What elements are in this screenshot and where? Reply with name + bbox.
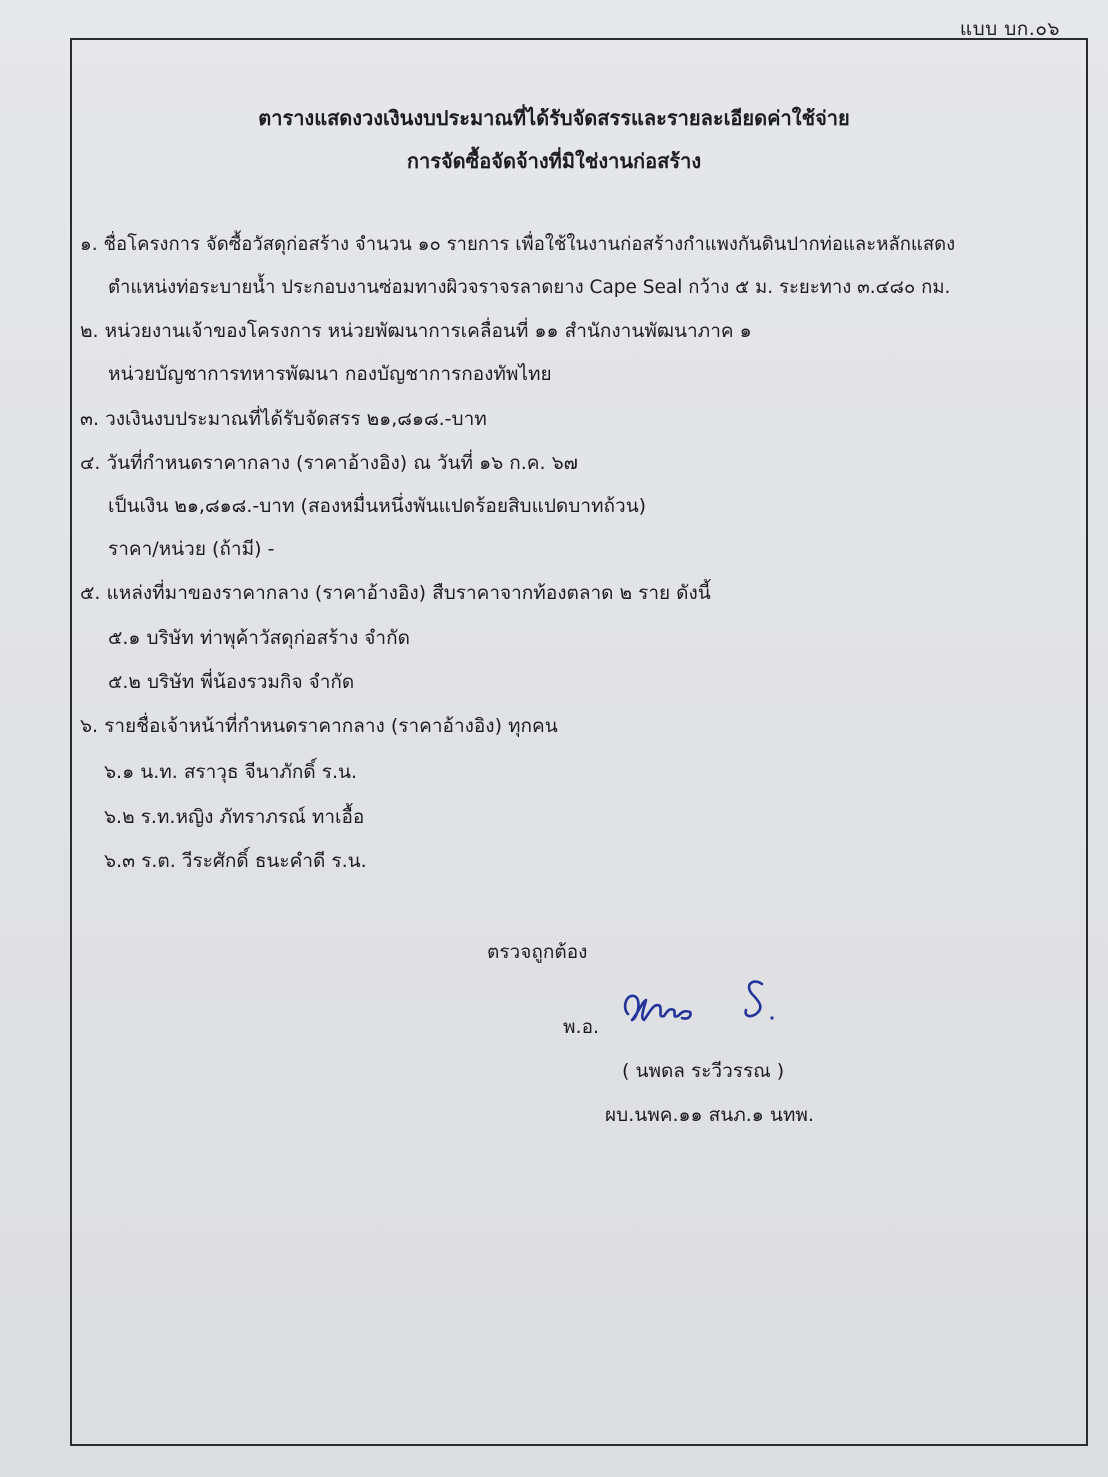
item-5-line-1: ๕. แหล่งที่มาของราคากลาง (ราคาอ้างอิง) สืบราคาจากท้องตลาด ๒ ราย ดังนี้ — [80, 582, 711, 604]
item-6-line-1: ๖. รายชื่อเจ้าหน้าที่กำหนดราคากลาง (ราคาอ้างอิง) ทุกคน — [80, 715, 558, 737]
handwritten-signature — [620, 972, 790, 1042]
item-6-sub-2: ๖.๒ ร.ท.หญิง ภัทราภรณ์ ทาเอื้อ — [104, 806, 365, 828]
item-2-line-1: ๒. หน่วยงานเจ้าของโครงการ หน่วยพัฒนาการเคลื่อนที่ ๑๑ สำนักงานพัฒนาภาค ๑ — [80, 320, 752, 342]
item-5-sub-1: ๕.๑ บริษัท ท่าพุค้าวัสดุก่อสร้าง จำกัด — [108, 627, 410, 649]
item-1-line-1: ๑. ชื่อโครงการ จัดซื้อวัสดุก่อสร้าง จำนวน ๑๐ รายการ เพื่อใช้ในงานก่อสร้างกำแพงกันดินปากท่อและหลักแสดง — [80, 234, 956, 255]
item-4-line-1: ๔. วันที่กำหนดราคากลาง (ราคาอ้างอิง) ณ วันที่ ๑๖ ก.ค. ๖๗ — [80, 452, 578, 474]
item-1-line-2: ตำแหน่งท่อระบายน้ำ ประกอบงานซ่อมทางผิวจราจรลาดยาง Cape Seal กว้าง ๕ ม. ระยะทาง ๓.๔๘๐ กม. — [108, 277, 951, 298]
item-6-sub-1: ๖.๑ น.ท. สราวุธ จีนาภักดิ์ ร.น. — [104, 761, 358, 783]
item-4-line-3: ราคา/หน่วย (ถ้ามี) - — [108, 538, 275, 560]
item-4-line-2: เป็นเงิน ๒๑,๘๑๘.-บาท (สองหมื่นหนึ่งพันแปดร้อยสิบแปดบาทถ้วน) — [108, 495, 647, 517]
form-code: แบบ บก.๐๖ — [959, 18, 1060, 40]
item-5-sub-2: ๕.๒ บริษัท พี่น้องรวมกิจ จำกัด — [108, 671, 355, 693]
verified-label: ตรวจถูกต้อง — [487, 941, 588, 963]
item-6-sub-3: ๖.๓ ร.ต. วีระศักดิ์ ธนะคำดี ร.น. — [104, 850, 367, 872]
document-title-line-1: ตารางแสดงวงเงินงบประมาณที่ได้รับจัดสรรและรายละเอียดค่าใช้จ่าย — [258, 106, 850, 130]
item-2-line-2: หน่วยบัญชาการทหารพัฒนา กองบัญชาการกองทัพไทย — [108, 363, 552, 385]
signer-position: ผบ.นพค.๑๑ สนภ.๑ นทพ. — [605, 1104, 814, 1126]
item-3-line-1: ๓. วงเงินงบประมาณที่ได้รับจัดสรร ๒๑,๘๑๘.-บาท — [80, 408, 487, 430]
signer-name: ( นพดล ระวีวรรณ ) — [622, 1060, 785, 1082]
signer-rank: พ.อ. — [563, 1016, 600, 1038]
document-title-line-2: การจัดซื้อจัดจ้างที่มิใช่งานก่อสร้าง — [406, 149, 702, 173]
